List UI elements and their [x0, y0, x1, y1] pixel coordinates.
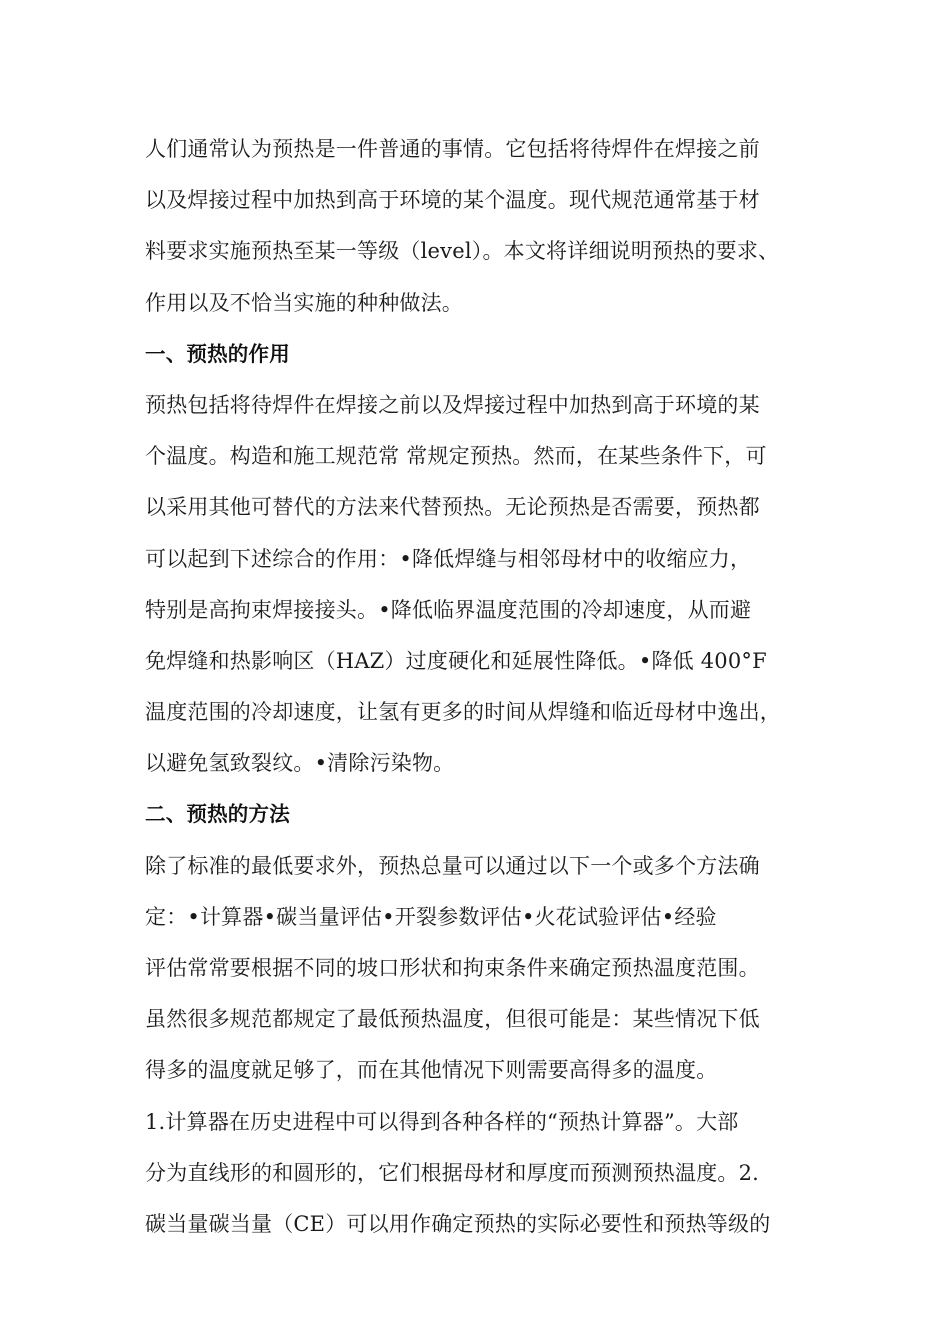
- body-line: 以及焊接过程中加热到高于环境的某个温度。现代规范通常基于材: [145, 188, 760, 213]
- body-line: 个温度。构造和施工规范常 常规定预热。然而，在某些条件下，可: [145, 444, 767, 469]
- body-line: 碳当量碳当量（CE）可以用作确定预热的实际必要性和预热等级的: [145, 1211, 771, 1236]
- body-line: 评估常常要根据不同的坡口形状和拘束条件来确定预热温度范围。: [145, 956, 760, 980]
- body-line: 定：•计算器•碳当量评估•开裂参数评估•火花试验评估•经验: [145, 904, 717, 929]
- body-line: 免焊缝和热影响区（HAZ）过度硬化和延展性降低。•降低 400°F: [145, 648, 767, 673]
- body-line: 料要求实施预热至某一等级（level）。本文将详细说明预热的要求、: [145, 239, 780, 264]
- body-line: 预热包括将待焊件在焊接之前以及焊接过程中加热到高于环境的某: [145, 392, 760, 417]
- body-line: 除了标准的最低要求外，预热总量可以通过以下一个或多个方法确: [145, 853, 760, 878]
- body-line: 人们通常认为预热是一件普通的事情。它包括将待焊件在焊接之前: [145, 137, 760, 161]
- body-line: 以采用其他可替代的方法来代替预热。无论预热是否需要，预热都: [145, 495, 760, 520]
- body-line: 可以起到下述综合的作用：•降低焊缝与相邻母材中的收缩应力，: [145, 546, 752, 571]
- body-line: 分为直线形的和圆形的，它们根据母材和厚度而预测预热温度。2.: [145, 1160, 760, 1185]
- body-line: 虽然很多规范都规定了最低预热温度，但很可能是：某些情况下低: [145, 1007, 760, 1032]
- body-line: 以避免氢致裂纹。•清除污染物。: [145, 751, 455, 776]
- section-heading: 一、预热的作用: [145, 341, 290, 366]
- body-line: 特别是高拘束焊接接头。•降低临界温度范围的冷却速度，从而避: [145, 597, 752, 622]
- body-line: 作用以及不恰当实施的种种做法。: [145, 290, 463, 315]
- body-line: 1.计算器在历史进程中可以得到各种各样的“预热计算器”。大部: [145, 1109, 739, 1134]
- body-line: 温度范围的冷却速度，让氢有更多的时间从焊缝和临近母材中逸出，: [145, 700, 781, 725]
- body-line: 得多的温度就足够了，而在其他情况下则需要高得多的温度。: [145, 1058, 718, 1083]
- section-heading: 二、预热的方法: [145, 802, 290, 827]
